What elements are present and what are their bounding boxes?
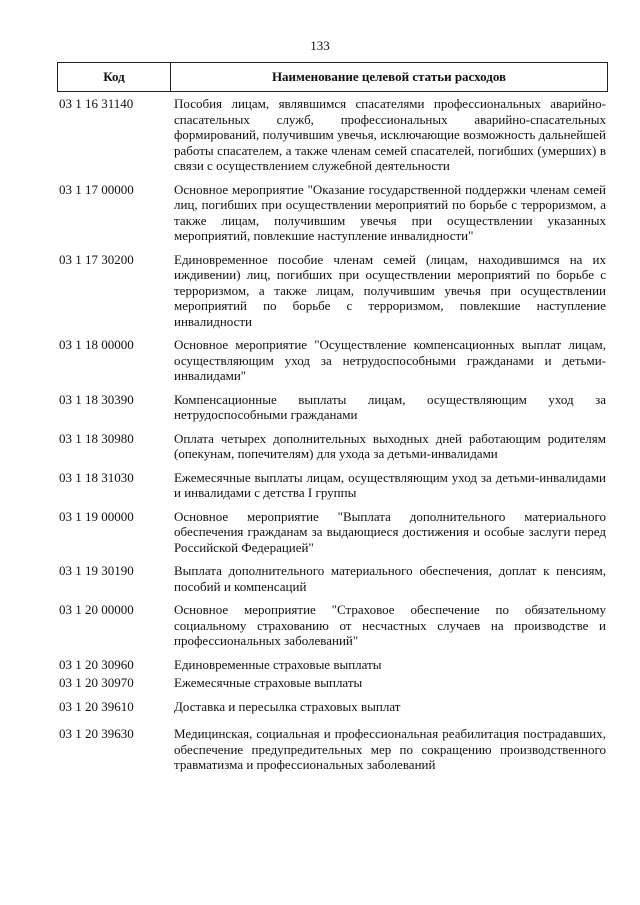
row-code: 03 1 20 39630: [59, 726, 134, 741]
table-row: [57, 675, 608, 691]
table-row: [57, 470, 608, 501]
row-text: Основное мероприятие "Осуществление компенсационных выплат лицам, осуществляющим уход за нетрудоспособными гражданами и детьми-инвалидами": [174, 337, 606, 383]
table-row: [57, 431, 608, 462]
row-text: Основное мероприятие "Оказание государственной поддержки членам семей лиц, погибших при осуществлении мероприятий по борьбе с терроризмом, а также лицам, получившим увечья при осуществлении указанных мероприятий, повлекшие наступление инвалидности": [174, 181, 606, 243]
row-text: Медицинская, социальная и профессиональная реабилитация пострадавших, обеспечение предупредительных мер по сокращению производственного травматизма и профессиональных заболеваний: [174, 726, 606, 772]
row-code: 03 1 19 30190: [59, 563, 134, 578]
row-text: Компенсационные выплаты лицам, осуществляющим уход за нетрудоспособными гражданами: [174, 391, 606, 422]
row-text: Ежемесячные страховые выплаты: [174, 675, 363, 690]
table-row: [57, 602, 608, 649]
row-code: 03 1 18 30390: [59, 391, 134, 407]
table-row: [57, 563, 608, 594]
row-code: 03 1 16 31140: [59, 96, 134, 111]
header-name: Наименование целевой статьи расходов: [271, 69, 507, 84]
row-text: Доставка и пересылка страховых выплат: [174, 698, 401, 714]
budget-table: [57, 62, 608, 781]
row-code: 03 1 17 00000: [59, 181, 134, 197]
row-code: 03 1 20 39610: [59, 698, 134, 714]
table-header: [57, 62, 608, 92]
table-row: [57, 96, 608, 174]
row-text: Выплата дополнительного материального обеспечения, доплат к пенсиям, пособий и компенсаций: [174, 563, 606, 594]
row-text: Единовременные страховые выплаты: [174, 656, 382, 672]
header-code: Код: [58, 63, 171, 91]
table-body: [57, 96, 608, 773]
row-text: Оплата четырех дополнительных выходных дней работающим родителям (опекунам, попечителям) для ухода за детьми-инвалидами: [174, 430, 606, 461]
page-number: 133: [310, 38, 330, 53]
table-row: [57, 657, 608, 673]
table-row: [57, 392, 608, 423]
row-text: Пособия лицам, являвшимся спасателями профессиональных аварийно-спасательных служб, профессиональных аварийно-спасательных формирований, получившим увечья, исключающие возможность дальнейшей работы спасателем, а также членам семей спасателей, погибших (умерших) в связи с осуществлением служебной деятельности: [174, 96, 606, 173]
row-text: Основное мероприятие "Страховое обеспечение по обязательному социальному страхованию от несчастных случаев на производстве и профессиональных заболеваний": [174, 602, 606, 648]
row-text: Основное мероприятие "Выплата дополнительного материального обеспечения гражданам за выдающиеся достижения и особые заслуги перед Российской Федерацией": [174, 508, 606, 555]
table-row: [57, 182, 608, 244]
row-code: 03 1 20 30970: [59, 675, 134, 690]
table-row: [57, 337, 608, 384]
row-code: 03 1 18 00000: [59, 337, 134, 352]
row-text: Единовременное пособие членам семей (лицам, находившимся на их иждивении) лиц, погибших при осуществлении мероприятий по борьбе с терроризмом, а также лицам, получившим увечья при осуществлении мероприятий по борьбе с терроризмом, повлекшие наступление инвалидности: [174, 251, 606, 329]
table-row: [57, 699, 608, 715]
table-row: [57, 252, 608, 330]
row-code: 03 1 17 30200: [59, 251, 134, 267]
table-row: [57, 509, 608, 556]
table-row: [57, 726, 608, 773]
row-code: 03 1 20 00000: [59, 602, 134, 617]
row-code: 03 1 19 00000: [59, 508, 134, 524]
row-code: 03 1 20 30960: [59, 656, 134, 672]
row-code: 03 1 18 31030: [59, 469, 134, 485]
row-code: 03 1 18 30980: [59, 430, 134, 446]
row-text: Ежемесячные выплаты лицам, осуществляющим уход за детьми-инвалидами и инвалидами с детства I группы: [174, 469, 606, 500]
